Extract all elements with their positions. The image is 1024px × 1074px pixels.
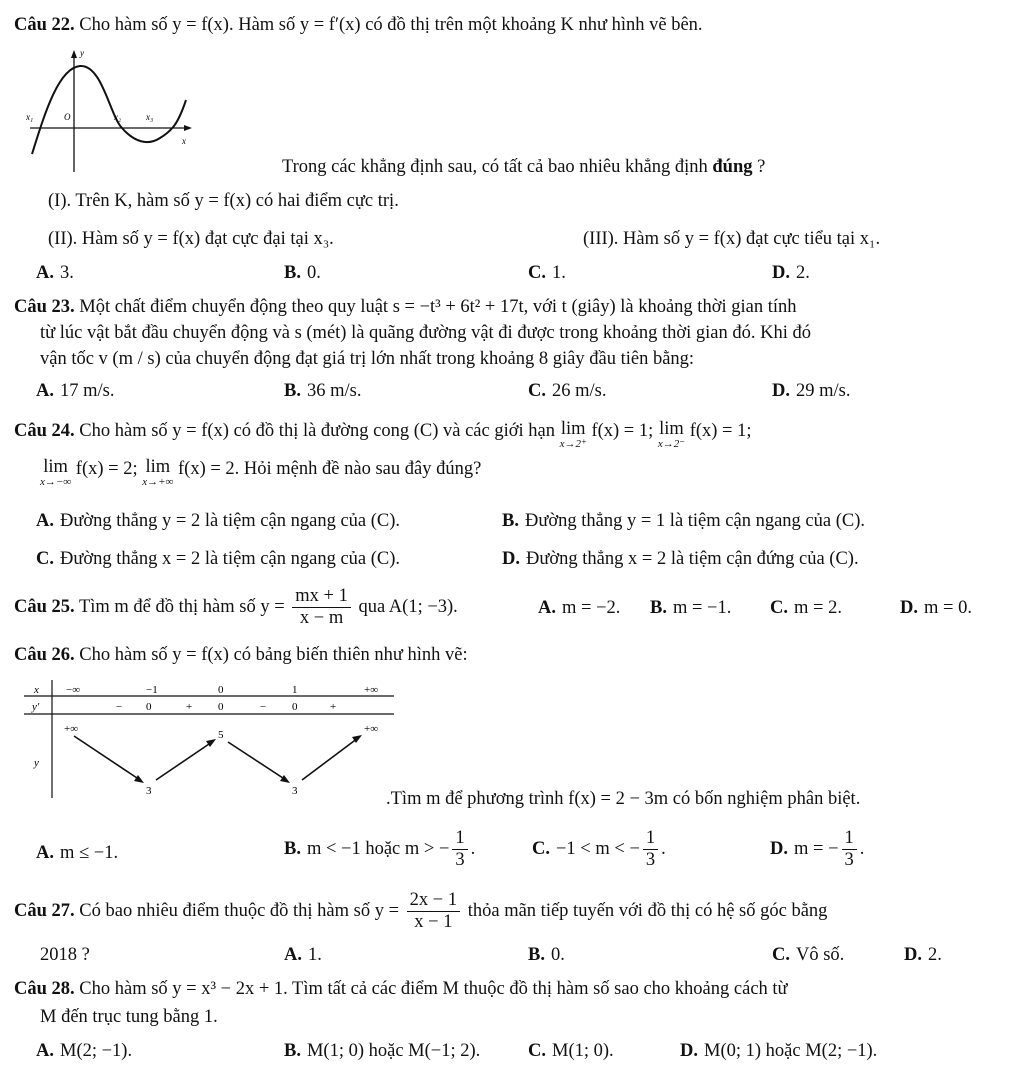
q26-label: Câu 26. bbox=[14, 645, 75, 665]
q22-label: Câu 22. bbox=[14, 15, 75, 35]
sign-value: − bbox=[116, 701, 123, 713]
sign-value: 0 bbox=[218, 701, 224, 713]
q24-option-c[interactable] bbox=[36, 548, 400, 571]
q24-line-1 bbox=[14, 420, 752, 450]
fraction-numerator: 1 bbox=[842, 828, 857, 850]
fraction-denominator: 3 bbox=[455, 850, 465, 871]
q28-option-c[interactable] bbox=[528, 1040, 614, 1063]
option-end: . bbox=[859, 839, 865, 860]
q22-stem-line bbox=[14, 14, 703, 37]
q24-option-a[interactable] bbox=[36, 510, 400, 533]
q24-limit-2 bbox=[658, 420, 685, 450]
q27-option-d[interactable] bbox=[904, 944, 942, 967]
x-value: +∞ bbox=[364, 684, 379, 696]
option-text: 2. bbox=[928, 945, 942, 965]
lim-word: lim bbox=[560, 419, 586, 439]
fraction-denominator: 3 bbox=[844, 850, 854, 871]
q25-fraction bbox=[292, 586, 351, 630]
q22-derivative-graph bbox=[22, 46, 202, 176]
q24-limit-1 bbox=[560, 420, 587, 450]
lim-sub: x→+∞ bbox=[142, 475, 174, 488]
option-label: D. bbox=[770, 839, 788, 860]
option-label: B. bbox=[284, 1041, 301, 1061]
q28-line-1 bbox=[14, 978, 788, 1001]
option-text: M(2; −1). bbox=[60, 1041, 133, 1061]
q24-limit-3 bbox=[40, 458, 71, 488]
table-yprime-label: y′ bbox=[32, 701, 40, 713]
q26-option-c[interactable] bbox=[532, 828, 666, 872]
q25-label: Câu 25. bbox=[14, 597, 75, 618]
lim-value: f(x) = 2; bbox=[71, 459, 138, 479]
x-value: −∞ bbox=[66, 684, 81, 696]
q26-question: .Tìm m để phương trình f(x) = 2 − 3m có bốn nghiệm phân biệt. bbox=[386, 789, 861, 809]
table-y-label: y bbox=[34, 757, 39, 769]
option-label: A. bbox=[284, 945, 302, 965]
q24-label: Câu 24. bbox=[14, 421, 75, 441]
option-text: −1 < m < − bbox=[556, 839, 640, 860]
option-label: B. bbox=[284, 381, 301, 401]
fraction-numerator: mx + 1 bbox=[292, 586, 351, 608]
option-label: A. bbox=[36, 381, 54, 401]
option-label: B. bbox=[284, 263, 301, 283]
option-text: Đường thẳng y = 2 là tiệm cận ngang của (C). bbox=[60, 511, 401, 531]
graph-x3-label: x₃ bbox=[146, 112, 154, 122]
option-label: C. bbox=[772, 945, 790, 965]
q27-pre: Có bao nhiêu điểm thuộc đồ thị hàm số y = bbox=[79, 901, 400, 922]
q24-option-d[interactable] bbox=[502, 548, 859, 571]
option-label: C. bbox=[528, 263, 546, 283]
fraction bbox=[643, 828, 658, 872]
option-text: m < −1 hoặc m > − bbox=[306, 839, 450, 860]
sign-value: 0 bbox=[146, 701, 152, 713]
q23-option-b[interactable] bbox=[284, 380, 361, 403]
fraction-denominator: x − m bbox=[299, 608, 344, 629]
option-label: D. bbox=[502, 549, 520, 569]
q23-option-c[interactable] bbox=[528, 380, 606, 403]
q28-option-d[interactable] bbox=[680, 1040, 877, 1063]
q27-option-a[interactable] bbox=[284, 944, 322, 967]
graph-x2-label: x₂ bbox=[114, 112, 122, 122]
q25-option-d[interactable] bbox=[900, 597, 972, 620]
option-label: A. bbox=[538, 598, 556, 618]
q22-statement-3: (III). Hàm số y = f(x) đạt cực tiểu tại x₁. bbox=[583, 229, 881, 249]
option-text: m = − bbox=[794, 839, 839, 860]
option-label: C. bbox=[770, 598, 788, 618]
lim-sub: x→−∞ bbox=[40, 475, 72, 488]
lim-sub: x→2⁻ bbox=[657, 437, 686, 450]
option-label: A. bbox=[36, 511, 54, 531]
option-text: 1. bbox=[552, 263, 566, 283]
y-value: +∞ bbox=[64, 723, 79, 735]
q25-line bbox=[14, 586, 458, 630]
q27-line-1 bbox=[14, 890, 827, 934]
q28-option-b[interactable] bbox=[284, 1040, 480, 1063]
q22-question-bold: đúng bbox=[712, 157, 753, 177]
option-label: C. bbox=[532, 839, 550, 860]
option-text: m = 2. bbox=[794, 598, 842, 618]
fraction-numerator: 1 bbox=[452, 828, 467, 850]
fraction-numerator: 1 bbox=[643, 828, 658, 850]
q27-line-2: 2018 ? bbox=[40, 945, 90, 965]
fraction-denominator: x − 1 bbox=[414, 912, 453, 933]
option-text: 3. bbox=[60, 263, 74, 283]
sign-value: + bbox=[186, 701, 193, 713]
option-label: C. bbox=[528, 1041, 546, 1061]
option-text: 2. bbox=[796, 263, 810, 283]
lim-sub: x→2⁺ bbox=[559, 437, 587, 450]
sign-value: − bbox=[260, 701, 267, 713]
q26-stem: Cho hàm số y = f(x) có bảng biến thiên như hình vẽ: bbox=[79, 645, 468, 665]
graph-x-label: x bbox=[182, 136, 186, 146]
q27-option-c[interactable] bbox=[772, 944, 844, 967]
x-value: −1 bbox=[146, 684, 158, 696]
option-label: C. bbox=[528, 381, 546, 401]
option-text: m ≤ −1. bbox=[60, 843, 119, 863]
option-text: 29 m/s. bbox=[796, 381, 851, 401]
fraction-denominator: 3 bbox=[645, 850, 656, 871]
q25-option-c[interactable] bbox=[770, 597, 842, 620]
option-label: B. bbox=[528, 945, 545, 965]
q27-label: Câu 27. bbox=[14, 901, 75, 922]
option-text: 1. bbox=[308, 945, 322, 965]
y-axis-arrow bbox=[71, 50, 77, 58]
q25-pre: Tìm m để đồ thị hàm số y = bbox=[78, 597, 285, 618]
q26-stem-line bbox=[14, 644, 468, 667]
q22-option-d[interactable] bbox=[772, 262, 810, 285]
increase-arrow bbox=[302, 738, 358, 780]
y-value: +∞ bbox=[364, 723, 379, 735]
q26-variation-table bbox=[24, 680, 394, 798]
table-x-label: x bbox=[34, 684, 39, 696]
lim-value: f(x) = 2 bbox=[173, 459, 235, 479]
graph-x1-label: x₁ bbox=[26, 112, 34, 122]
sign-value: 0 bbox=[292, 701, 298, 713]
option-text: m = 0. bbox=[924, 598, 972, 618]
option-text: 26 m/s. bbox=[552, 381, 607, 401]
option-end: . bbox=[661, 839, 666, 860]
q26-option-d[interactable] bbox=[770, 828, 864, 872]
decrease-arrow bbox=[228, 742, 286, 780]
y-value: 3 bbox=[146, 785, 152, 797]
option-label: D. bbox=[904, 945, 922, 965]
option-text: Đường thẳng y = 1 là tiệm cận ngang của (C). bbox=[524, 511, 865, 531]
sign-value: + bbox=[330, 701, 337, 713]
decrease-arrow bbox=[74, 736, 140, 780]
x-value: 0 bbox=[218, 684, 224, 696]
q26-option-b[interactable] bbox=[284, 828, 475, 872]
lim-word: lim bbox=[43, 457, 68, 477]
q22-option-c[interactable] bbox=[528, 262, 566, 285]
q22-question bbox=[282, 156, 765, 179]
fraction bbox=[452, 828, 467, 872]
option-end: . bbox=[470, 839, 476, 860]
graph-origin-label: O bbox=[64, 112, 71, 122]
option-label: D. bbox=[772, 263, 790, 283]
q27-post: thỏa mãn tiếp tuyến với đồ thị có hệ số góc bằng bbox=[467, 901, 828, 922]
option-label: A. bbox=[36, 1041, 54, 1061]
derivative-curve bbox=[32, 66, 186, 154]
q22-option-a[interactable] bbox=[36, 262, 74, 285]
q22-question-text: Trong các khẳng định sau, có tất cả bao nhiêu khẳng định bbox=[282, 157, 713, 177]
q23-line-3: vận tốc v (m / s) của chuyển động đạt giá trị lớn nhất trong khoảng 8 giây đầu tiên bằng: bbox=[40, 349, 695, 369]
q28-text-1: Cho hàm số y = x³ − 2x + 1. Tìm tất cả các điểm M thuộc đồ thị hàm số sao cho khoảng cách từ bbox=[79, 979, 788, 999]
q22-option-b[interactable] bbox=[284, 262, 321, 285]
option-label: D. bbox=[900, 598, 918, 618]
q27-option-b[interactable] bbox=[528, 944, 565, 967]
q23-line-2: từ lúc vật bắt đầu chuyển động và s (mét) là quãng đường vật đi được trong khoảng thời gian đó. Khi đó bbox=[40, 323, 812, 343]
x-axis-arrow bbox=[184, 125, 192, 131]
option-label: B. bbox=[284, 839, 301, 860]
option-text: 0. bbox=[550, 945, 565, 965]
q28-option-a[interactable] bbox=[36, 1040, 132, 1063]
q22-statement-1: (I). Trên K, hàm số y = f(x) có hai điểm cực trị. bbox=[48, 191, 399, 211]
graph-y-label: y bbox=[80, 48, 84, 58]
q23-label: Câu 23. bbox=[14, 297, 75, 317]
q25-option-a[interactable] bbox=[538, 597, 620, 620]
option-label: C. bbox=[36, 549, 54, 569]
y-value: 3 bbox=[292, 785, 298, 797]
increase-arrow bbox=[156, 742, 212, 780]
q26-option-a[interactable] bbox=[36, 842, 118, 865]
q24-text-2: . Hỏi mệnh đề nào sau đây đúng? bbox=[234, 459, 482, 479]
lim-word: lim bbox=[145, 457, 171, 477]
q23-option-d[interactable] bbox=[772, 380, 850, 403]
lim-word: lim bbox=[659, 419, 684, 439]
q28-label: Câu 28. bbox=[14, 979, 75, 999]
q23-line-1 bbox=[14, 296, 797, 319]
q25-option-b[interactable] bbox=[650, 597, 731, 620]
option-text: m = −1. bbox=[672, 598, 732, 618]
q24-text-1: Cho hàm số y = f(x) có đồ thị là đường cong (C) và các giới hạn bbox=[79, 421, 555, 441]
option-text: M(0; 1) hoặc M(2; −1). bbox=[704, 1041, 878, 1061]
q23-text-1: Một chất điểm chuyển động theo quy luật s = −t³ + 6t² + 17t, với t (giây) là khoảng thời gian tính bbox=[79, 297, 797, 317]
option-text: Đường thẳng x = 2 là tiệm cận ngang của (C). bbox=[60, 549, 401, 569]
fraction bbox=[842, 828, 857, 872]
option-text: 17 m/s. bbox=[60, 381, 115, 401]
option-text: Đường thẳng x = 2 là tiệm cận đứng của (C). bbox=[526, 549, 859, 569]
option-text: Vô số. bbox=[796, 945, 845, 965]
option-label: A. bbox=[36, 263, 54, 283]
q24-line-2 bbox=[40, 458, 481, 488]
q23-option-a[interactable] bbox=[36, 380, 114, 403]
option-text: M(1; 0) hoặc M(−1; 2). bbox=[306, 1041, 481, 1061]
y-value: 5 bbox=[218, 729, 224, 741]
x-value: 1 bbox=[292, 684, 298, 696]
option-label: D. bbox=[680, 1041, 698, 1061]
q25-post: qua A(1; −3). bbox=[358, 597, 458, 618]
option-text: m = −2. bbox=[562, 598, 621, 618]
option-text: M(1; 0). bbox=[552, 1041, 614, 1061]
q24-option-b[interactable] bbox=[502, 510, 865, 533]
q28-line-2: M đến trục tung bằng 1. bbox=[40, 1007, 218, 1027]
option-text: 0. bbox=[306, 263, 321, 283]
option-text: 36 m/s. bbox=[306, 381, 362, 401]
fraction-numerator: 2x − 1 bbox=[407, 890, 460, 912]
q27-fraction bbox=[407, 890, 460, 934]
option-label: B. bbox=[502, 511, 519, 531]
q22-question-end: ? bbox=[752, 157, 766, 177]
q22-statement-2: (II). Hàm số y = f(x) đạt cực đại tại x₃. bbox=[48, 229, 334, 249]
option-label: A. bbox=[36, 843, 54, 863]
q22-stem: Cho hàm số y = f(x). Hàm số y = f′(x) có đồ thị trên một khoảng K như hình vẽ bên. bbox=[79, 15, 703, 35]
option-label: B. bbox=[650, 598, 667, 618]
lim-value: f(x) = 1; bbox=[685, 421, 752, 441]
q24-limit-4 bbox=[142, 458, 173, 488]
lim-value: f(x) = 1; bbox=[586, 421, 654, 441]
option-label: D. bbox=[772, 381, 790, 401]
